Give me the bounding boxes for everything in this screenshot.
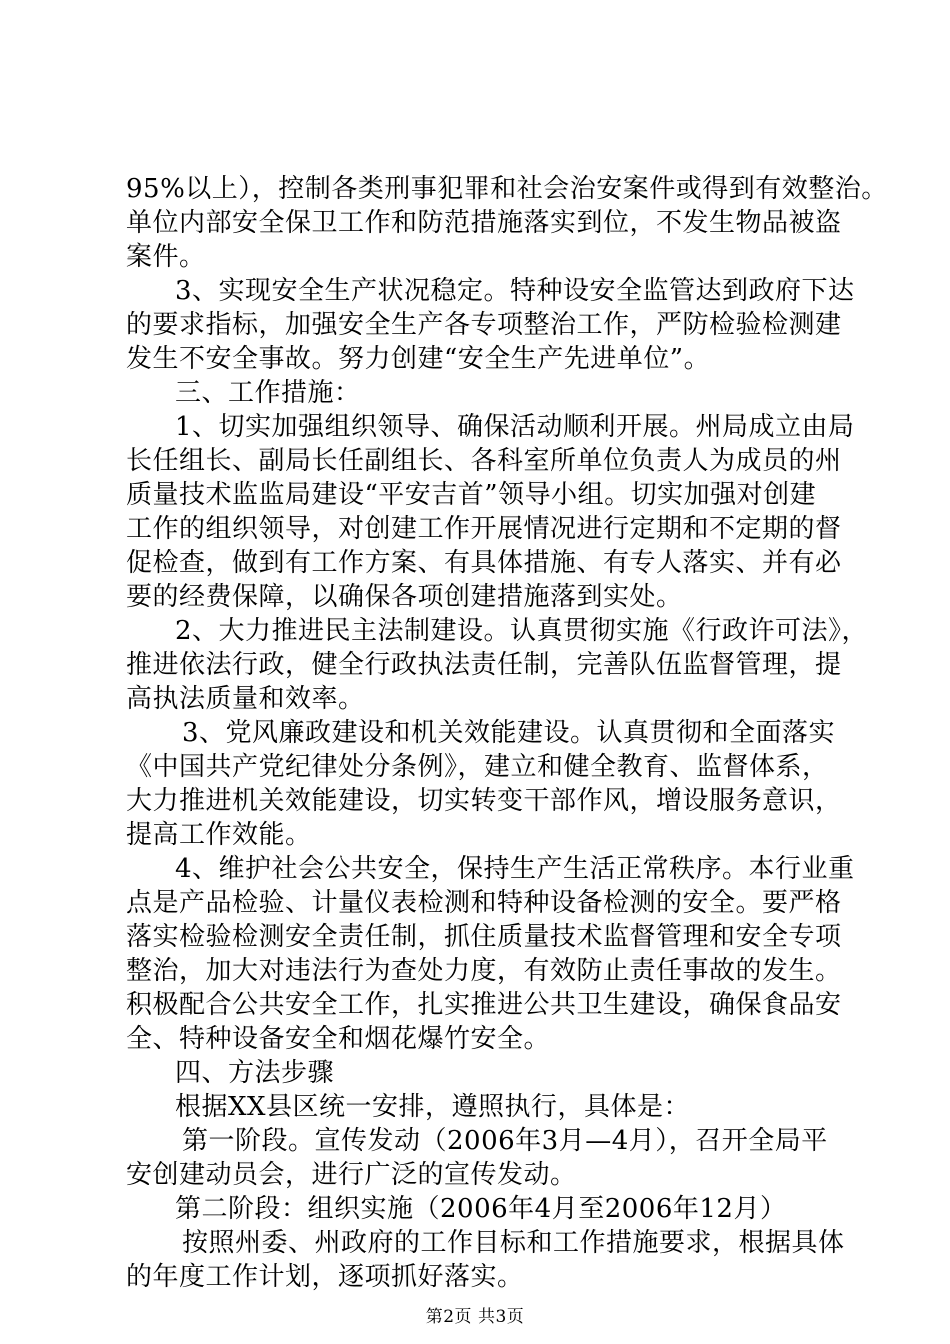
text-line: 要的经费保障，以确保各项创建措施落到实处。 bbox=[126, 582, 683, 612]
text-line: 安创建动员会，进行广泛的宣传发动。 bbox=[126, 1160, 577, 1190]
text-line: 2、大力推进民主法制建设。认真贯彻实施《行政许可法》， bbox=[175, 616, 869, 646]
text-line: 全、特种设备安全和烟花爆竹安全。 bbox=[126, 1024, 551, 1054]
text-line: 提高工作效能。 bbox=[126, 820, 312, 850]
text-line: 3、实现安全生产状况稳定。特种设安全监管达到政府下达 bbox=[175, 276, 855, 306]
text-line: 促检查，做到有工作方案、有具体措施、有专人落实、并有必 bbox=[126, 548, 842, 578]
text-line: 案件。 bbox=[126, 242, 206, 272]
text-line: 《中国共产党纪律处分条例》，建立和健全教育、监督体系， bbox=[126, 752, 829, 782]
text-line: 的年度工作计划，逐项抓好落实。 bbox=[126, 1262, 524, 1292]
text-line: 大力推进机关效能建设，切实转变干部作风，增设服务意识， bbox=[126, 786, 842, 816]
text-line: 高执法质量和效率。 bbox=[126, 684, 365, 714]
text-line: 发生不安全事故。努力创建“安全生产先进单位”。 bbox=[126, 344, 711, 374]
text-line: 第一阶段。宣传发动（2006年3月—4月），召开全局平 bbox=[182, 1126, 828, 1156]
text-line: 落实检验检测安全责任制，抓住质量技术监督管理和安全专项 bbox=[126, 922, 842, 952]
text-line: 质量技术监监局建设“平安吉首”领导小组。切实加强对创建 bbox=[126, 480, 817, 510]
text-line: 单位内部安全保卫工作和防范措施落实到位，不发生物品被盗 bbox=[126, 208, 842, 238]
text-line: 第二阶段：组织实施（2006年4月至2006年12月） bbox=[175, 1194, 787, 1224]
page-number-footer: 第2页 共3页 bbox=[425, 1307, 525, 1327]
text-line: 积极配合公共安全工作，扎实推进公共卫生建设，确保食品安 bbox=[126, 990, 842, 1020]
text-line: 95%以上），控制各类刑事犯罪和社会治安案件或得到有效整治。 bbox=[126, 174, 888, 204]
text-line: 4、维护社会公共安全，保持生产生活正常秩序。本行业重 bbox=[175, 854, 855, 884]
section-heading: 三、工作措施： bbox=[175, 378, 361, 408]
section-heading: 四、方法步骤 bbox=[175, 1058, 335, 1088]
text-line: 推进依法行政，健全行政执法责任制，完善队伍监督管理，提 bbox=[126, 650, 842, 680]
text-line: 1、切实加强组织领导、确保活动顺利开展。州局成立由局 bbox=[175, 412, 855, 442]
text-line: 点是产品检验、计量仪表检测和特种设备检测的安全。要严格 bbox=[126, 888, 842, 918]
text-line: 按照州委、州政府的工作目标和工作措施要求，根据具体 bbox=[182, 1228, 845, 1258]
text-line: 的要求指标，加强安全生产各专项整治工作，严防检验检测建 bbox=[126, 310, 842, 340]
text-line: 3、党风廉政建设和机关效能建设。认真贯彻和全面落实 bbox=[182, 718, 836, 748]
text-line: 根据XX县区统一安排，遵照执行，具体是： bbox=[175, 1092, 691, 1122]
text-line: 整治，加大对违法行为查处力度，有效防止责任事故的发生。 bbox=[126, 956, 842, 986]
text-line: 工作的组织领导，对创建工作开展情况进行定期和不定期的督 bbox=[126, 514, 842, 544]
text-line: 长任组长、副局长任副组长、各科室所单位负责人为成员的州 bbox=[126, 446, 842, 476]
